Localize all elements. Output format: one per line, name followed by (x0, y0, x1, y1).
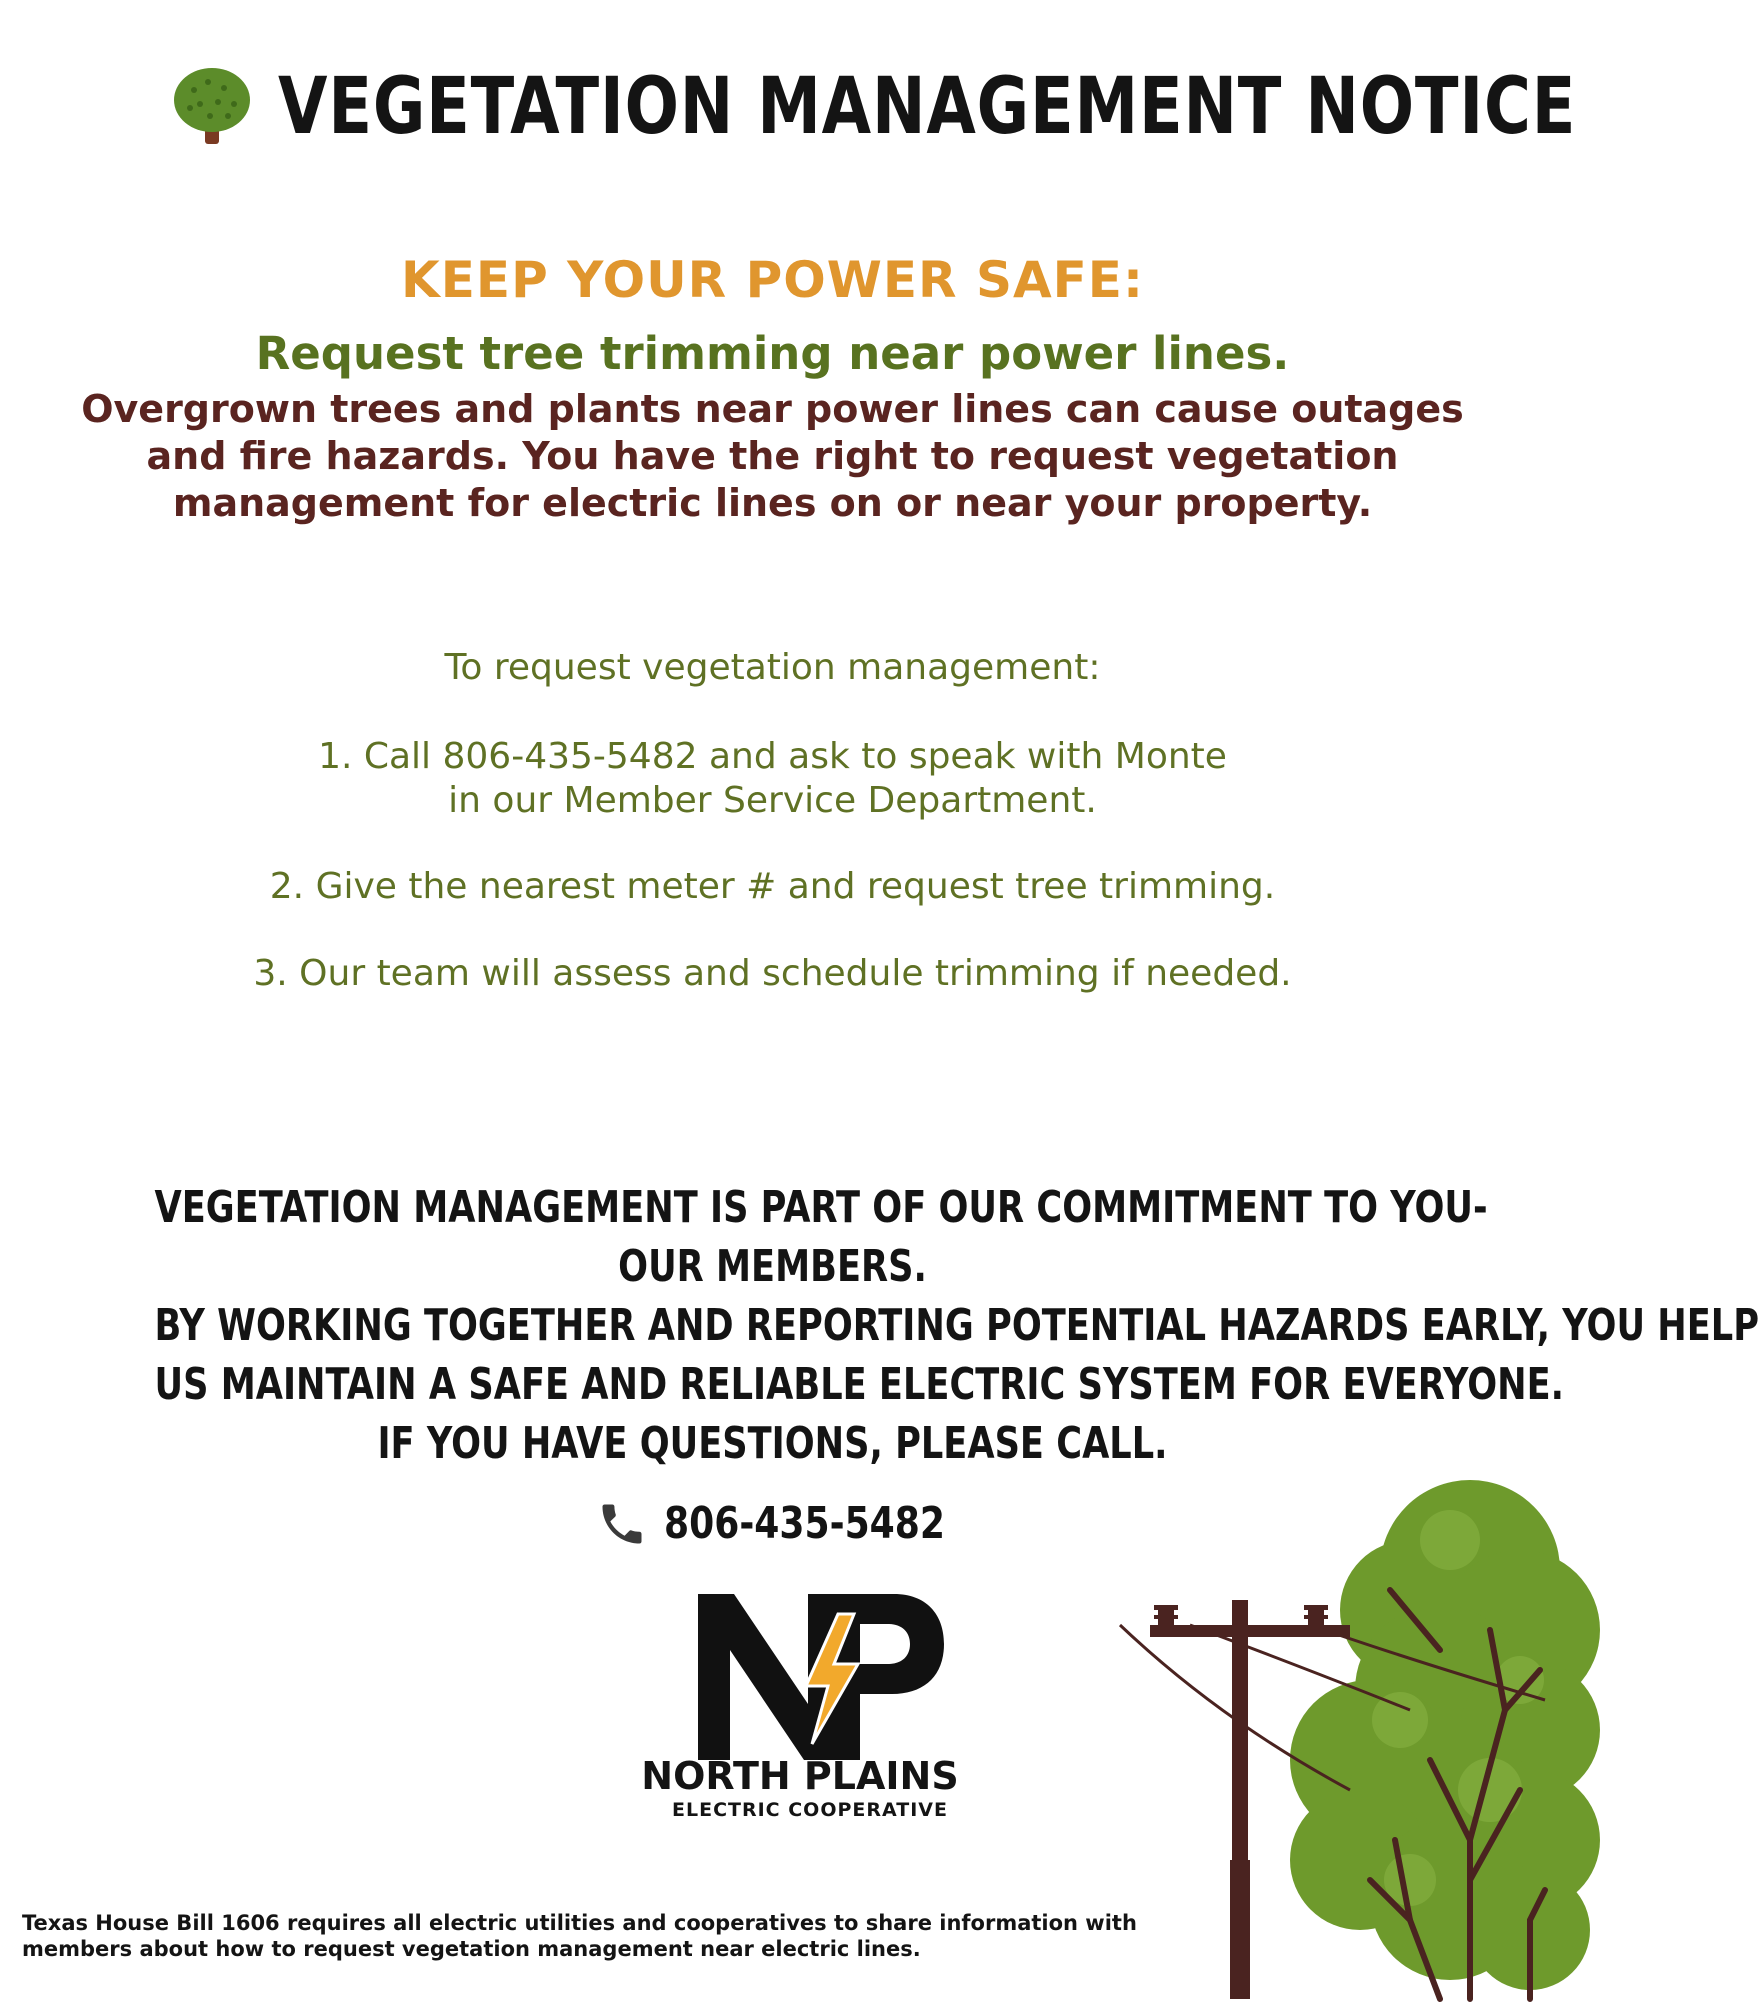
tree-icon (172, 64, 252, 148)
commitment-line-3: BY WORKING TOGETHER AND REPORTING POTENTIAL HAZARDS EARLY, YOU HELP (154, 1300, 1759, 1351)
step-2: 2. Give the nearest meter # and request tree trimming. (269, 866, 1276, 907)
logo-subtitle: ELECTRIC COOPERATIVE (672, 1799, 948, 1821)
step-1-line-2: in our Member Service Department. (448, 780, 1097, 821)
contact-phone (596, 1496, 996, 1552)
legal-footnote: Texas House Bill 1606 requires all electric utilities and cooperatives to share information with members about how to request vegetation management near electric lines. (22, 1911, 1137, 1961)
tree-power-pole-illustration (1110, 1460, 1545, 1999)
steps-heading: To request vegetation management: (444, 647, 1101, 688)
logo-name: NORTH PLAINS (641, 1754, 959, 1798)
commitment-line-4: US MAINTAIN A SAFE AND RELIABLE ELECTRIC SYSTEM FOR EVERYONE. (154, 1359, 1564, 1410)
subtagline: Request tree trimming near power lines. (255, 327, 1290, 380)
step-1-line-1: 1. Call 806-435-5482 and ask to speak with Monte (318, 736, 1227, 777)
step-3: 3. Our team will assess and schedule trimming if needed. (253, 953, 1292, 994)
page-title: VEGETATION MANAGEMENT NOTICE (278, 62, 1577, 152)
phone-icon (596, 1498, 648, 1550)
commitment-line-5: IF YOU HAVE QUESTIONS, PLEASE CALL. (377, 1418, 1168, 1469)
intro-paragraph: Overgrown trees and plants near power lines can cause outages and fire hazards. You have the right to request vegetation management for electric lines on or near your property. (81, 387, 1464, 525)
commitment-line-1: VEGETATION MANAGEMENT IS PART OF OUR COMMITMENT TO YOU- (154, 1182, 1488, 1233)
commitment-statement (0, 1178, 1759, 1473)
commitment-line-2: OUR MEMBERS. (618, 1241, 927, 1292)
phone-number[interactable]: 806-435-5482 (664, 1498, 946, 1549)
step-1 (0, 735, 1545, 823)
north-plains-logo (698, 1594, 944, 1760)
tagline: KEEP YOUR POWER SAFE: (401, 251, 1144, 309)
